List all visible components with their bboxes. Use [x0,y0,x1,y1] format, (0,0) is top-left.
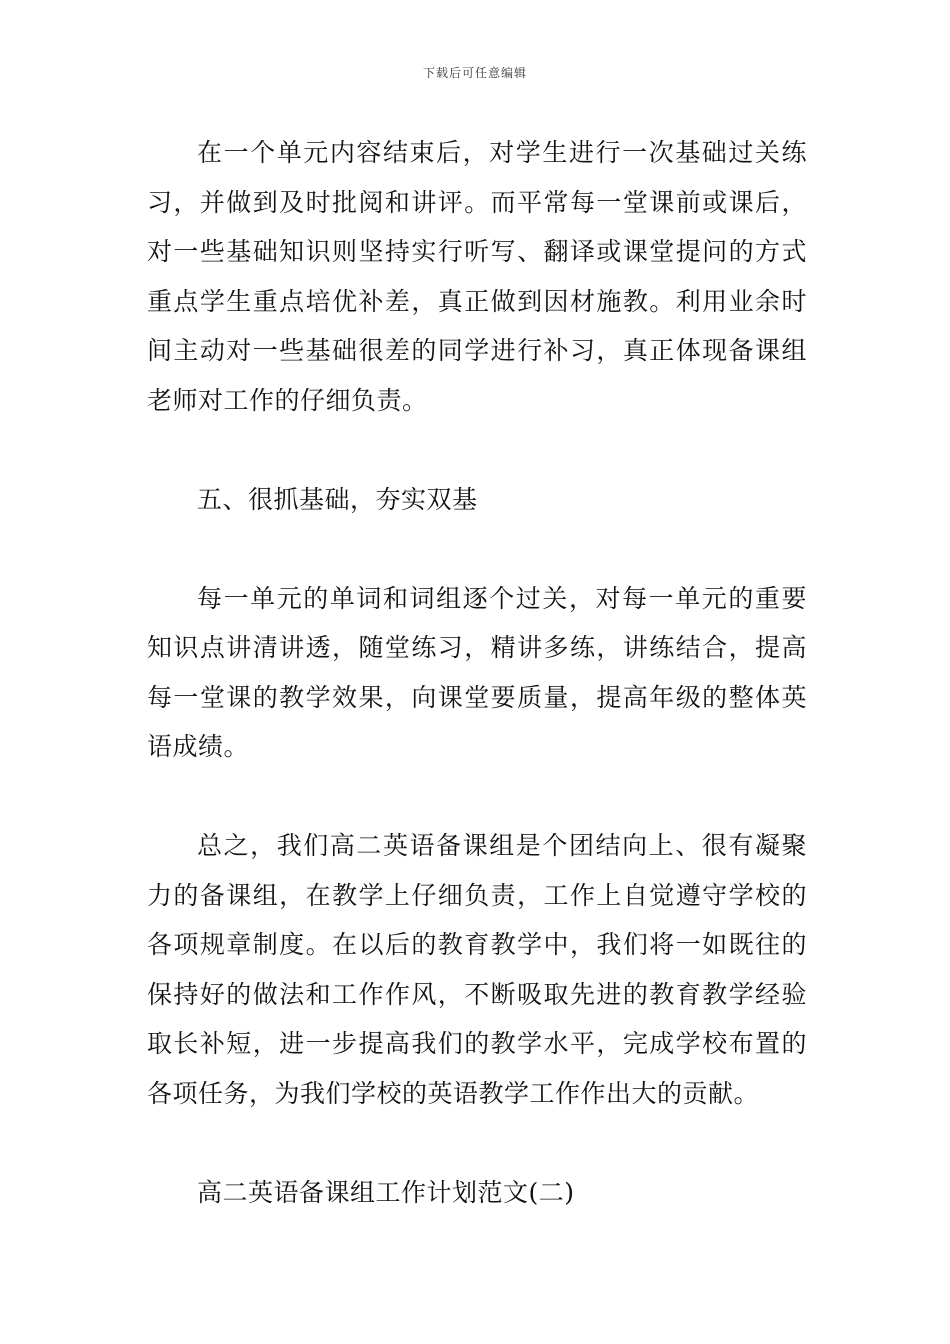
document-subtitle: 高二英语备课组工作计划范文(二) [197,1177,575,1207]
paragraph-review-practice: 在一个单元内容结束后，对学生进行一次基础过关练习，并做到及时批阅和讲评。而平常每一堂课前或课后，对一些基础知识则坚持实行听写、翻译或课堂提问的方式重点学生重点培优补差，真正做到因材施教。利用业余时间主动对一些基础很差的同学进行补习，真正体现备课组老师对工作的仔细负责。 [147,138,807,415]
paragraph-gap [147,425,807,475]
paragraph-gap [147,1118,807,1168]
page-header: 下载后可任意编辑 [422,66,527,80]
paragraph-gap [147,524,807,574]
paragraph-summary: 总之，我们高二英语备课组是个团结向上、很有凝聚力的备课组，在教学上仔细负责，工作上自觉遵守学校的各项规章制度。在以后的教育教学中，我们将一如既往的保持好的做法和工作作风，不断吸取先进的教育教学经验取长补短，进一步提高我们的教学水平，完成学校布置的各项任务，为我们学校的英语教学工作作出大的贡献。 [147,831,807,1108]
paragraph-gap [147,772,807,822]
section-heading-five: 五、很抓基础，夯实双基 [197,484,478,514]
document-body [147,128,807,1217]
paragraph-vocabulary: 每一单元的单词和词组逐个过关，对每一单元的重要知识点讲清讲透，随堂练习，精讲多练，讲练结合，提高每一堂课的教学效果，向课堂要质量，提高年级的整体英语成绩。 [147,583,807,761]
